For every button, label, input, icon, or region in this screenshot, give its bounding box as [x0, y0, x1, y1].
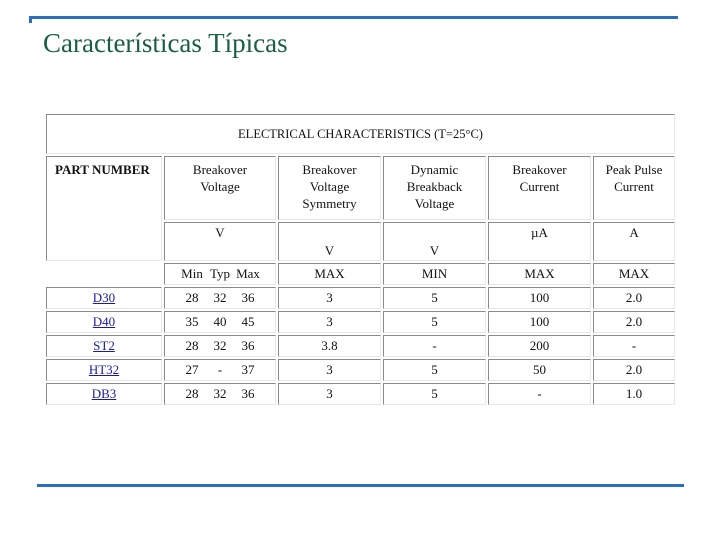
- top-rule-tick: [29, 16, 32, 23]
- unit-peak-pulse: A: [593, 222, 675, 261]
- header-text: Peak Pulse: [605, 162, 663, 177]
- value-peak: 1.0: [593, 383, 675, 405]
- value-symmetry: 3: [278, 383, 381, 405]
- header-dynamic-breakback: [383, 156, 486, 220]
- value-dynamic: 5: [383, 383, 486, 405]
- voltage-cell: [164, 311, 276, 333]
- header-text: Symmetry: [302, 196, 357, 211]
- top-rule: [31, 16, 678, 19]
- characteristics-table: [44, 112, 677, 407]
- range-dynamic: MIN: [383, 263, 486, 285]
- range-min: Min: [181, 266, 203, 281]
- value-current: 200: [488, 335, 591, 357]
- bottom-rule: [37, 484, 684, 487]
- range-typ: Typ: [209, 266, 231, 281]
- part-link[interactable]: ST2: [93, 338, 115, 353]
- value-typ: 32: [213, 338, 227, 353]
- value-dynamic: -: [383, 335, 486, 357]
- part-link[interactable]: D40: [92, 314, 116, 329]
- part-link[interactable]: HT32: [88, 362, 120, 377]
- header-text: Breakover: [512, 162, 567, 177]
- value-peak: 2.0: [593, 311, 675, 333]
- value-dynamic: 5: [383, 287, 486, 309]
- value-min: 28: [185, 290, 199, 305]
- header-text: Voltage: [414, 196, 455, 211]
- value-typ: 40: [213, 314, 227, 329]
- header-peak-pulse: [593, 156, 675, 220]
- value-max: 36: [241, 290, 255, 305]
- table-row: [46, 359, 675, 381]
- value-typ: -: [217, 362, 223, 377]
- value-symmetry: 3: [278, 311, 381, 333]
- value-symmetry: 3.8: [278, 335, 381, 357]
- voltage-cell: [164, 335, 276, 357]
- value-min: 27: [185, 362, 199, 377]
- voltage-cell: [164, 287, 276, 309]
- header-text: Breakover: [192, 162, 248, 177]
- table-row: [46, 287, 675, 309]
- characteristics-table-container: [44, 112, 675, 407]
- value-min: 35: [185, 314, 199, 329]
- header-text: Current: [519, 179, 560, 194]
- value-current: -: [488, 383, 591, 405]
- unit-symmetry: V: [278, 222, 381, 261]
- voltage-cell: [164, 359, 276, 381]
- value-current: 50: [488, 359, 591, 381]
- part-link[interactable]: DB3: [91, 386, 117, 401]
- value-max: 36: [241, 338, 255, 353]
- value-dynamic: 5: [383, 311, 486, 333]
- header-text: Voltage: [200, 179, 240, 194]
- table-row: [46, 311, 675, 333]
- table-row: [46, 383, 675, 405]
- value-min: 28: [185, 386, 199, 401]
- value-peak: 2.0: [593, 287, 675, 309]
- header-part-number: PART NUMBER: [46, 156, 162, 261]
- value-max: 37: [241, 362, 255, 377]
- header-text: Breakback: [406, 179, 463, 194]
- range-max: Max: [236, 266, 260, 281]
- value-max: 36: [241, 386, 255, 401]
- voltage-cell: [164, 383, 276, 405]
- header-text: Voltage: [309, 179, 350, 194]
- range-blank: [46, 263, 162, 285]
- range-symmetry: MAX: [278, 263, 381, 285]
- header-breakover-current: [488, 156, 591, 220]
- unit-breakover-voltage: V: [164, 222, 276, 261]
- slide-title: Características Típicas: [43, 28, 288, 58]
- header-text: Current: [614, 179, 654, 194]
- header-text: Breakover: [302, 162, 357, 177]
- value-typ: 32: [213, 386, 227, 401]
- value-dynamic: 5: [383, 359, 486, 381]
- value-symmetry: 3: [278, 359, 381, 381]
- header-symmetry: [278, 156, 381, 220]
- value-current: 100: [488, 287, 591, 309]
- header-breakover-voltage: [164, 156, 276, 220]
- range-peak-pulse: MAX: [593, 263, 675, 285]
- value-max: 45: [241, 314, 255, 329]
- value-symmetry: 3: [278, 287, 381, 309]
- value-typ: 32: [213, 290, 227, 305]
- unit-dynamic: V: [383, 222, 486, 261]
- unit-current: µA: [488, 222, 591, 261]
- table-row: [46, 335, 675, 357]
- value-min: 28: [185, 338, 199, 353]
- range-current: MAX: [488, 263, 591, 285]
- range-min-typ-max: [164, 263, 276, 285]
- value-peak: 2.0: [593, 359, 675, 381]
- table-caption: ELECTRICAL CHARACTERISTICS (T=25°C): [46, 114, 675, 154]
- value-current: 100: [488, 311, 591, 333]
- header-text: Dynamic: [410, 162, 459, 177]
- part-link[interactable]: D30: [92, 290, 116, 305]
- value-peak: -: [593, 335, 675, 357]
